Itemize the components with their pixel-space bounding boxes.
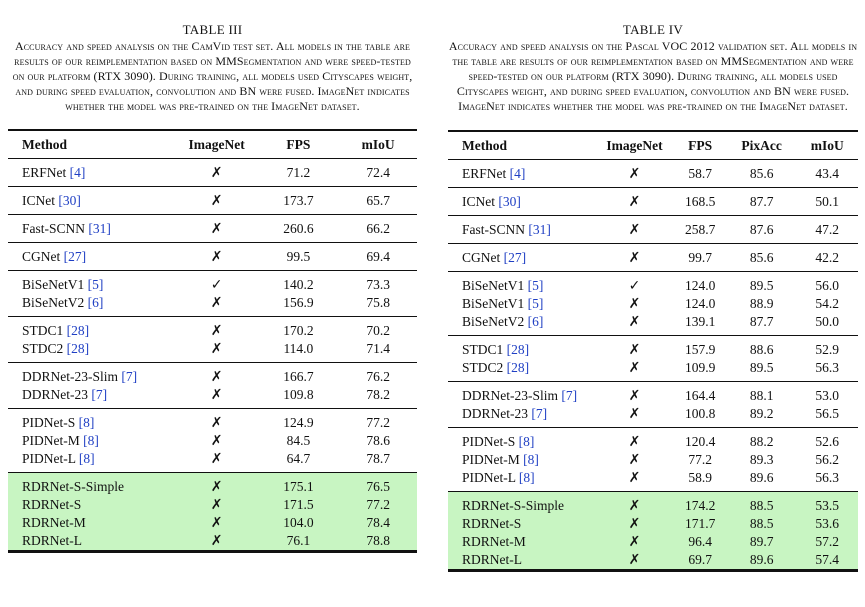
header-fps: FPS xyxy=(257,130,339,159)
method-cell xyxy=(8,532,176,552)
citation-link[interactable]: [5] xyxy=(527,278,544,293)
method-cell xyxy=(448,533,596,551)
table-iv-header-row xyxy=(448,131,858,160)
imagenet-mark: ✓ xyxy=(210,277,223,293)
header-miou: mIoU xyxy=(796,131,858,160)
method-cell xyxy=(448,515,596,533)
method-cell xyxy=(448,405,596,428)
table-iii-body xyxy=(8,159,417,552)
pixacc-cell: 87.6 xyxy=(727,216,797,244)
imagenet-mark: ✗ xyxy=(596,313,674,336)
method-cell xyxy=(8,450,176,473)
pixacc-cell: 88.1 xyxy=(749,388,774,403)
pixacc-cell: 88.2 xyxy=(749,434,774,449)
fps-cell: 58.7 xyxy=(673,160,726,188)
table-row xyxy=(8,159,417,187)
table-row xyxy=(448,469,858,492)
method-cell xyxy=(8,159,176,187)
method-name: DDRNet-23-Slim xyxy=(462,388,558,403)
table-row xyxy=(8,532,417,552)
imagenet-mark: ✗ xyxy=(596,244,674,272)
table-iv xyxy=(448,130,858,572)
imagenet-mark: ✗ xyxy=(210,323,223,339)
table-row xyxy=(8,187,417,215)
fps-cell: 84.5 xyxy=(286,433,311,448)
table-row xyxy=(448,272,858,296)
imagenet-mark: ✗ xyxy=(596,469,674,492)
method-cell xyxy=(8,271,176,295)
header-imagenet: ImageNet xyxy=(596,131,674,160)
method-name: PIDNet-M xyxy=(462,452,520,467)
method-name: DDRNet-23-Slim xyxy=(22,369,118,384)
method-name: STDC1 xyxy=(22,323,64,338)
fps-cell: 99.7 xyxy=(673,244,726,272)
imagenet-mark: ✗ xyxy=(596,188,674,216)
table-row xyxy=(448,382,858,406)
table-row xyxy=(448,492,858,516)
table-row xyxy=(448,359,858,382)
miou-cell: 54.2 xyxy=(815,296,840,311)
miou-cell: 57.2 xyxy=(796,533,858,551)
table-row xyxy=(448,515,858,533)
method-name: RDRNet-M xyxy=(22,515,86,530)
fps-cell: 99.5 xyxy=(257,243,339,271)
imagenet-mark: ✗ xyxy=(628,342,641,358)
imagenet-mark: ✗ xyxy=(176,514,258,532)
miou-cell: 78.6 xyxy=(366,433,390,448)
miou-cell: 78.7 xyxy=(339,450,417,473)
miou-cell: 52.6 xyxy=(815,434,840,449)
table-iv-body xyxy=(448,160,858,571)
method-cell xyxy=(448,492,596,516)
method-name: ERFNet xyxy=(462,166,507,181)
imagenet-mark: ✗ xyxy=(628,388,641,404)
table-row xyxy=(448,160,858,188)
fps-cell: 96.4 xyxy=(673,533,726,551)
citation-link[interactable]: [28] xyxy=(506,360,530,375)
citation-link[interactable]: [7] xyxy=(561,388,578,403)
method-cell xyxy=(448,272,596,296)
fps-cell: 120.4 xyxy=(684,434,716,449)
miou-cell: 76.5 xyxy=(339,473,417,497)
imagenet-mark: ✗ xyxy=(210,369,223,385)
table-row xyxy=(8,496,417,514)
miou-cell: 78.2 xyxy=(339,386,417,409)
fps-cell: 109.8 xyxy=(257,386,339,409)
citation-link[interactable]: [7] xyxy=(121,369,138,384)
citation-link[interactable]: [4] xyxy=(509,166,526,181)
header-fps: FPS xyxy=(673,131,726,160)
imagenet-mark: ✗ xyxy=(176,243,258,271)
method-name: BiSeNetV2 xyxy=(22,295,85,310)
method-cell xyxy=(448,551,596,571)
citation-link[interactable]: [8] xyxy=(518,434,535,449)
fps-cell: 64.7 xyxy=(257,450,339,473)
table-row xyxy=(8,409,417,433)
table-row xyxy=(448,188,858,216)
method-cell xyxy=(448,295,596,313)
fps-cell: 171.7 xyxy=(673,515,726,533)
fps-cell: 173.7 xyxy=(257,187,339,215)
fps-cell: 76.1 xyxy=(257,532,339,552)
miou-cell: 56.0 xyxy=(815,278,840,293)
fps-cell: 124.9 xyxy=(283,415,314,430)
pixacc-cell: 87.7 xyxy=(727,188,797,216)
table-iii-label: TABLE III xyxy=(182,22,243,37)
imagenet-mark: ✗ xyxy=(596,160,674,188)
fps-cell: 166.7 xyxy=(283,369,314,384)
imagenet-mark: ✗ xyxy=(210,433,223,449)
method-name: RDRNet-L xyxy=(22,533,82,548)
imagenet-mark: ✗ xyxy=(176,386,258,409)
miou-cell: 71.4 xyxy=(339,340,417,363)
imagenet-mark: ✗ xyxy=(596,405,674,428)
miou-cell: 75.8 xyxy=(339,294,417,317)
method-name: STDC1 xyxy=(462,342,504,357)
method-cell xyxy=(8,317,176,341)
table-row xyxy=(8,514,417,532)
method-name: RDRNet-L xyxy=(462,552,522,567)
table-iii xyxy=(8,129,417,553)
imagenet-mark: ✗ xyxy=(176,294,258,317)
table-row xyxy=(448,428,858,452)
method-cell xyxy=(8,294,176,317)
table-iii-block xyxy=(8,0,417,553)
miou-cell: 53.5 xyxy=(796,492,858,516)
table-row xyxy=(448,216,858,244)
fps-cell: 77.2 xyxy=(688,452,712,467)
method-cell xyxy=(448,469,596,492)
fps-cell: 164.4 xyxy=(684,388,716,403)
miou-cell: 50.0 xyxy=(796,313,858,336)
method-cell xyxy=(8,496,176,514)
table-row xyxy=(8,432,417,450)
method-name: Fast-SCNN xyxy=(462,222,526,237)
imagenet-mark: ✗ xyxy=(176,187,258,215)
citation-link[interactable]: [8] xyxy=(78,415,95,430)
method-name: BiSeNetV1 xyxy=(462,296,525,311)
pixacc-cell: 85.6 xyxy=(727,160,797,188)
citation-link[interactable]: [8] xyxy=(83,433,99,448)
miou-cell: 66.2 xyxy=(339,215,417,243)
imagenet-mark: ✗ xyxy=(628,452,641,468)
method-cell xyxy=(448,160,596,188)
table-row xyxy=(448,313,858,336)
imagenet-mark: ✓ xyxy=(628,278,641,294)
method-name: ICNet xyxy=(462,194,495,209)
fps-cell: 69.7 xyxy=(673,551,726,571)
method-name: RDRNet-M xyxy=(462,534,526,549)
method-name: ICNet xyxy=(22,193,55,208)
miou-cell: 73.3 xyxy=(366,277,390,292)
citation-link[interactable]: [28] xyxy=(506,342,530,357)
miou-cell: 56.2 xyxy=(815,452,840,467)
fps-cell: 100.8 xyxy=(673,405,726,428)
pixacc-cell: 89.5 xyxy=(727,359,797,382)
table-row xyxy=(8,450,417,473)
fps-cell: 104.0 xyxy=(257,514,339,532)
table-row xyxy=(448,533,858,551)
method-name: PIDNet-S xyxy=(462,434,516,449)
miou-cell: 56.3 xyxy=(796,359,858,382)
imagenet-mark: ✗ xyxy=(596,515,674,533)
method-cell xyxy=(448,451,596,469)
citation-link[interactable]: [28] xyxy=(66,341,90,356)
table-row xyxy=(8,386,417,409)
miou-cell: 78.4 xyxy=(339,514,417,532)
miou-cell: 43.4 xyxy=(796,160,858,188)
imagenet-mark: ✗ xyxy=(176,215,258,243)
pixacc-cell: 89.2 xyxy=(727,405,797,428)
miou-cell: 47.2 xyxy=(796,216,858,244)
pixacc-cell: 87.7 xyxy=(727,313,797,336)
imagenet-mark: ✗ xyxy=(628,296,641,312)
imagenet-mark: ✗ xyxy=(596,359,674,382)
method-name: PIDNet-L xyxy=(462,470,516,485)
fps-cell: 156.9 xyxy=(257,294,339,317)
method-name: PIDNet-M xyxy=(22,433,80,448)
imagenet-mark: ✗ xyxy=(596,551,674,571)
table-row xyxy=(448,451,858,469)
imagenet-mark: ✗ xyxy=(176,159,258,187)
fps-cell: 170.2 xyxy=(283,323,314,338)
method-name: BiSeNetV1 xyxy=(462,278,525,293)
miou-cell: 69.4 xyxy=(339,243,417,271)
citation-link[interactable]: [31] xyxy=(528,222,551,237)
method-cell xyxy=(8,340,176,363)
fps-cell: 139.1 xyxy=(673,313,726,336)
method-cell xyxy=(8,386,176,409)
citation-link[interactable]: [30] xyxy=(58,193,81,208)
pixacc-cell: 89.7 xyxy=(727,533,797,551)
method-cell xyxy=(8,243,176,271)
fps-cell: 109.9 xyxy=(673,359,726,382)
imagenet-mark: ✗ xyxy=(176,473,258,497)
pixacc-cell: 89.6 xyxy=(727,551,797,571)
imagenet-mark: ✗ xyxy=(596,533,674,551)
miou-cell: 78.8 xyxy=(339,532,417,552)
table-row xyxy=(8,340,417,363)
citation-link[interactable]: [8] xyxy=(523,452,539,467)
imagenet-mark: ✗ xyxy=(176,450,258,473)
table-row xyxy=(8,473,417,497)
citation-link[interactable]: [27] xyxy=(63,249,87,264)
citation-link[interactable]: [6] xyxy=(87,295,104,310)
method-cell xyxy=(8,432,176,450)
imagenet-mark: ✗ xyxy=(176,340,258,363)
miou-cell: 50.1 xyxy=(796,188,858,216)
method-name: Fast-SCNN xyxy=(22,221,86,236)
miou-cell: 53.6 xyxy=(796,515,858,533)
method-cell xyxy=(448,313,596,336)
method-name: STDC2 xyxy=(22,341,64,356)
pixacc-cell: 88.5 xyxy=(727,492,797,516)
miou-cell: 76.2 xyxy=(366,369,390,384)
method-name: BiSeNetV1 xyxy=(22,277,85,292)
pixacc-cell: 88.5 xyxy=(727,515,797,533)
citation-link[interactable]: [5] xyxy=(87,277,104,292)
miou-cell: 56.5 xyxy=(796,405,858,428)
table-iv-block xyxy=(448,0,858,572)
method-cell xyxy=(8,514,176,532)
table-row xyxy=(8,271,417,295)
fps-cell: 168.5 xyxy=(673,188,726,216)
header-pixacc: PixAcc xyxy=(727,131,797,160)
fps-cell: 258.7 xyxy=(673,216,726,244)
method-cell xyxy=(448,244,596,272)
method-name: DDRNet-23 xyxy=(22,387,88,402)
header-method: Method xyxy=(8,130,176,159)
header-imagenet: ImageNet xyxy=(176,130,258,159)
method-name: RDRNet-S-Simple xyxy=(462,498,565,513)
citation-link[interactable]: [7] xyxy=(531,406,548,421)
miou-cell: 53.0 xyxy=(815,388,840,403)
method-cell xyxy=(8,363,176,387)
method-cell xyxy=(448,428,596,452)
pixacc-cell: 88.9 xyxy=(749,296,774,311)
miou-cell: 70.2 xyxy=(366,323,390,338)
imagenet-mark: ✗ xyxy=(596,216,674,244)
fps-cell: 140.2 xyxy=(283,277,314,292)
fps-cell: 114.0 xyxy=(257,340,339,363)
imagenet-mark: ✗ xyxy=(596,492,674,516)
method-cell xyxy=(448,382,596,406)
method-cell xyxy=(8,215,176,243)
method-cell xyxy=(8,409,176,433)
fps-cell: 171.5 xyxy=(257,496,339,514)
method-cell xyxy=(448,188,596,216)
citation-link[interactable]: [30] xyxy=(498,194,521,209)
fps-cell: 124.0 xyxy=(684,296,716,311)
miou-cell: 52.9 xyxy=(815,342,840,357)
pixacc-cell: 89.5 xyxy=(749,278,774,293)
miou-cell: 72.4 xyxy=(339,159,417,187)
table-row xyxy=(448,336,858,360)
table-row xyxy=(8,363,417,387)
method-name: STDC2 xyxy=(462,360,504,375)
miou-cell: 77.2 xyxy=(339,496,417,514)
citation-link[interactable]: [31] xyxy=(88,221,111,236)
miou-cell: 56.3 xyxy=(796,469,858,492)
method-cell xyxy=(448,359,596,382)
header-miou: mIoU xyxy=(339,130,417,159)
fps-cell: 260.6 xyxy=(257,215,339,243)
method-name: RDRNet-S-Simple xyxy=(22,479,125,494)
citation-link[interactable]: [8] xyxy=(78,451,95,466)
method-name: PIDNet-S xyxy=(22,415,76,430)
pixacc-cell: 85.6 xyxy=(727,244,797,272)
table-iii-header-row xyxy=(8,130,417,159)
table-row xyxy=(448,405,858,428)
method-cell xyxy=(448,336,596,360)
imagenet-mark: ✗ xyxy=(210,415,223,431)
table-iv-caption: Accuracy and speed analysis on the Pascal VOC 2012 validation set. All models in the table are results of our reimplementation based on MMSegmentation and were speed-tested on our platform (RTX 3090). During training, all models used Cityscapes weight, and during speed evaluation, convolution and BN were fused. ImageNet indicates whether the model was pre-trained on the ImageNet dataset. xyxy=(448,39,858,113)
citation-link[interactable]: [27] xyxy=(503,250,527,265)
method-name: CGNet xyxy=(462,250,501,265)
imagenet-mark: ✗ xyxy=(176,532,258,552)
method-name: RDRNet-S xyxy=(22,497,82,512)
table-row xyxy=(448,244,858,272)
pixacc-cell: 89.3 xyxy=(749,452,774,467)
miou-cell: 65.7 xyxy=(339,187,417,215)
method-name: BiSeNetV2 xyxy=(462,314,525,329)
table-row xyxy=(448,551,858,571)
pixacc-cell: 88.6 xyxy=(749,342,774,357)
method-name: DDRNet-23 xyxy=(462,406,528,421)
citation-link[interactable]: [28] xyxy=(66,323,90,338)
fps-cell: 175.1 xyxy=(257,473,339,497)
method-cell xyxy=(448,216,596,244)
miou-cell: 42.2 xyxy=(796,244,858,272)
imagenet-mark: ✗ xyxy=(628,434,641,450)
citation-link[interactable]: [4] xyxy=(69,165,86,180)
method-name: RDRNet-S xyxy=(462,516,522,531)
citation-link[interactable]: [6] xyxy=(527,314,544,329)
method-cell xyxy=(8,473,176,497)
citation-link[interactable]: [7] xyxy=(91,387,108,402)
method-cell xyxy=(8,187,176,215)
miou-cell: 77.2 xyxy=(366,415,390,430)
imagenet-mark: ✗ xyxy=(176,496,258,514)
header-method: Method xyxy=(448,131,596,160)
table-iii-caption: Accuracy and speed analysis on the CamVid test set. All models in the table are results of our reimplementation based on MMSegmentation and were speed-tested on our platform (RTX 3090). During training, all models used Cityscapes weight, and during speed evaluation, convolution and BN were fused. ImageNet indicates whether the model was pre-trained on the ImageNet dataset. xyxy=(12,39,413,113)
table-iv-label: TABLE IV xyxy=(622,22,684,37)
fps-cell: 71.2 xyxy=(257,159,339,187)
table-row xyxy=(8,243,417,271)
table-row xyxy=(448,295,858,313)
citation-link[interactable]: [8] xyxy=(518,470,535,485)
table-row xyxy=(8,317,417,341)
pixacc-cell: 89.6 xyxy=(727,469,797,492)
method-name: ERFNet xyxy=(22,165,67,180)
miou-cell: 57.4 xyxy=(796,551,858,571)
method-name: PIDNet-L xyxy=(22,451,76,466)
fps-cell: 174.2 xyxy=(673,492,726,516)
method-name: CGNet xyxy=(22,249,61,264)
table-row xyxy=(8,215,417,243)
fps-cell: 157.9 xyxy=(684,342,716,357)
table-row xyxy=(8,294,417,317)
fps-cell: 124.0 xyxy=(684,278,716,293)
fps-cell: 58.9 xyxy=(673,469,726,492)
citation-link[interactable]: [5] xyxy=(527,296,544,311)
